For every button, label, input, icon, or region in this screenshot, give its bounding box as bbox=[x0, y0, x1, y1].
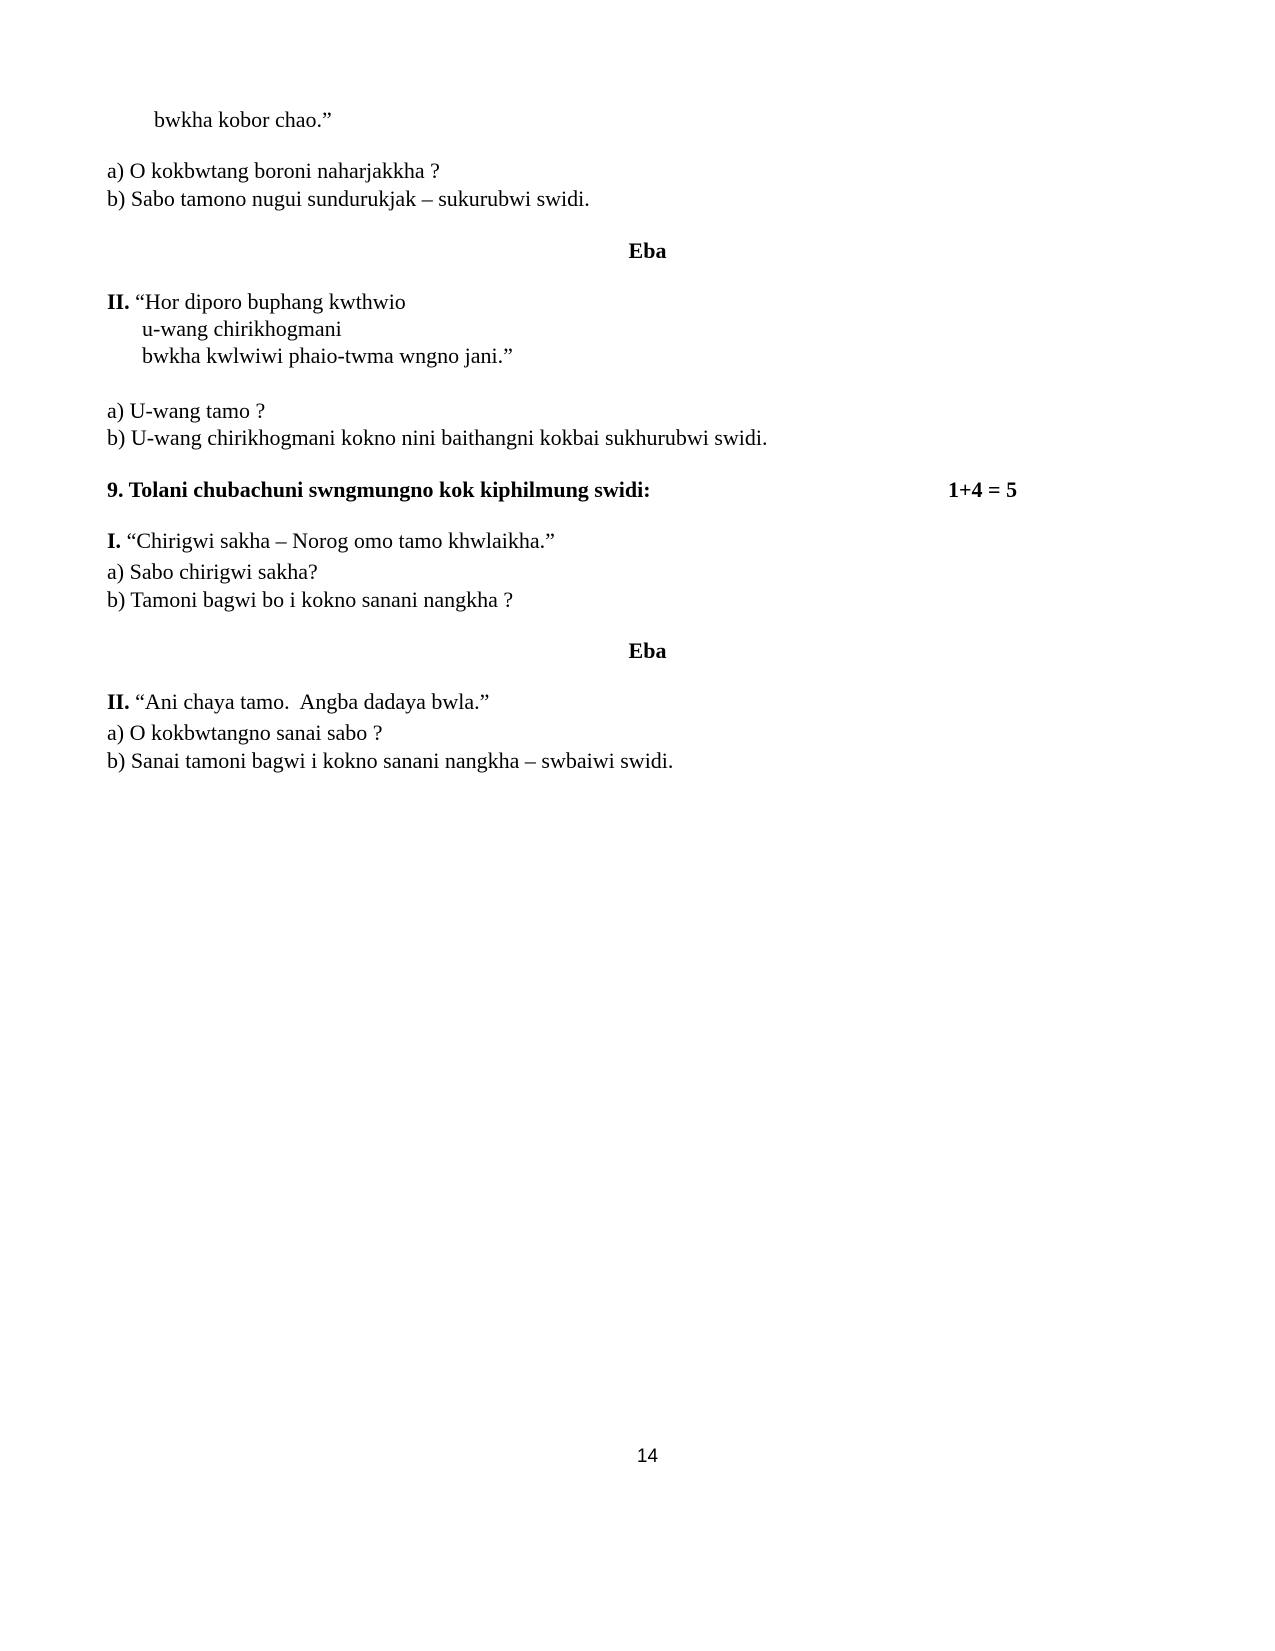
passage-text: “Chirigwi sakha – Norog omo tamo khwlaikha.” bbox=[126, 528, 555, 553]
passage-I bbox=[107, 527, 555, 555]
question-a: a) O kokbwtangno sanai sabo ? bbox=[107, 720, 383, 745]
passage-text: “Hor diporo buphang kwthwio bbox=[135, 289, 406, 314]
page-number: 14 bbox=[636, 1446, 659, 1467]
section-marker: II. bbox=[107, 689, 130, 714]
passage-II-line3: bwkha kwlwiwi phaio-twma wngno jani.” bbox=[142, 343, 513, 368]
passage-II-line2: u-wang chirikhogmani bbox=[142, 316, 342, 341]
marks-label: 1+4 = 5 bbox=[948, 477, 1018, 502]
or-divider: Eba bbox=[628, 638, 667, 663]
question-b: b) Tamoni bagwi bo i kokno sanani nangkha ? bbox=[107, 587, 514, 612]
question-a: a) U-wang tamo ? bbox=[107, 398, 266, 423]
question-b: b) U-wang chirikhogmani kokno nini baithangni kokbai sukhurubwi swidi. bbox=[107, 425, 768, 450]
continuation-line: bwkha kobor chao.” bbox=[154, 107, 332, 132]
question-a: a) O kokbwtang boroni naharjakkha ? bbox=[107, 158, 440, 183]
question-9-heading: 9. Tolani chubachuni swngmungno kok kiphilmung swidi: bbox=[107, 477, 651, 502]
passage-text: “Ani chaya tamo. Angba dadaya bwla.” bbox=[135, 689, 490, 714]
question-a: a) Sabo chirigwi sakha? bbox=[107, 559, 318, 584]
passage-II bbox=[107, 688, 489, 716]
passage-II-line1 bbox=[107, 288, 406, 316]
question-b: b) Sabo tamono nugui sundurukjak – sukurubwi swidi. bbox=[107, 186, 590, 211]
section-marker: II. bbox=[107, 289, 130, 314]
question-b: b) Sanai tamoni bagwi i kokno sanani nangkha – swbaiwi swidi. bbox=[107, 748, 674, 773]
or-divider: Eba bbox=[628, 238, 667, 263]
section-marker: I. bbox=[107, 528, 122, 553]
